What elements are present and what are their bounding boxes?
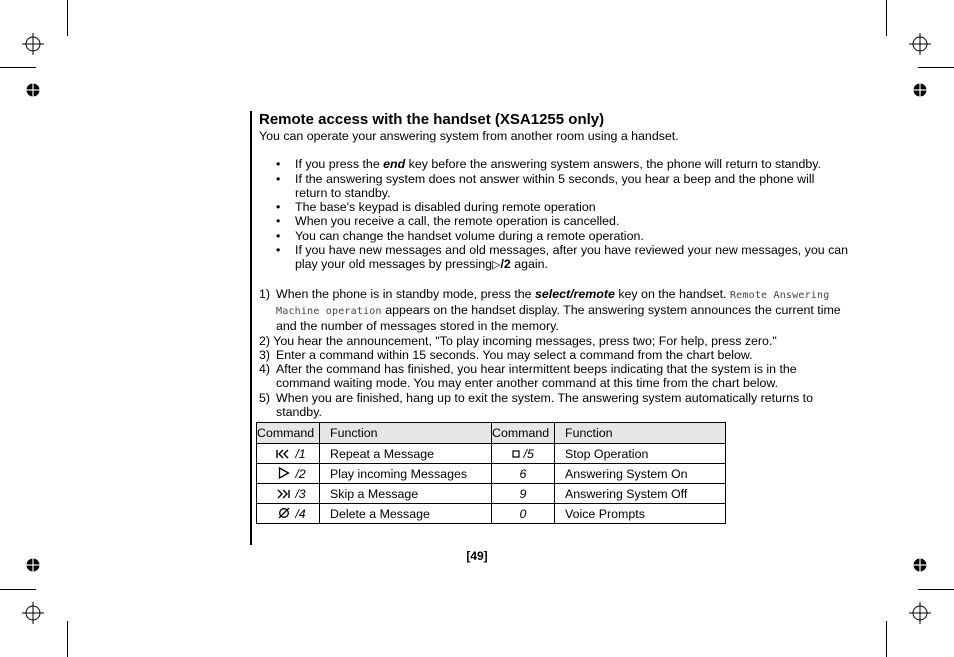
function-cell: Delete a Message — [320, 504, 492, 524]
list-item: 5) When you are finished, hang up to exit the system. The answering system automatically returns to standby. — [259, 390, 813, 420]
function-cell: Play incoming Messages — [320, 464, 492, 484]
command-cell: 9 — [492, 484, 555, 504]
registration-mark-icon — [909, 602, 931, 624]
list-item: • The base's keypad is disabled during remote operation — [276, 200, 596, 215]
crop-mark — [886, 0, 887, 36]
registration-mark-icon — [22, 33, 44, 55]
registration-dot-icon — [913, 83, 927, 97]
page-number: [49] — [466, 549, 488, 563]
crop-mark — [0, 589, 36, 590]
skip-forward-icon — [270, 487, 290, 501]
crop-mark — [918, 589, 954, 590]
list-item: • When you receive a call, the remote operation is cancelled. — [276, 214, 620, 229]
command-cell: /2 — [257, 464, 320, 484]
table-row — [257, 444, 726, 464]
play-icon — [270, 467, 290, 481]
margin-rule — [250, 111, 252, 545]
page-content — [259, 111, 849, 419]
list-item: 3) Enter a command within 15 seconds. You may select a command from the chart below. — [259, 347, 753, 362]
list-item: • If the answering system does not answer within 5 seconds, you hear a beep and the phone will return to standby. — [276, 171, 815, 200]
section-intro: You can operate your answering system from another room using a handset. — [259, 129, 679, 143]
list-item: • If you press the end key before the answering system answers, the phone will return to standby. — [276, 157, 821, 172]
command-cell: /4 — [257, 504, 320, 524]
function-cell: Stop Operation — [555, 444, 726, 464]
command-cell: 6 — [492, 464, 555, 484]
command-cell: /5 — [492, 444, 555, 464]
notes-list — [259, 157, 849, 272]
crop-mark — [918, 67, 954, 68]
table-row — [257, 484, 726, 504]
crop-mark — [67, 0, 68, 36]
registration-mark-icon — [909, 33, 931, 55]
delete-icon — [270, 507, 290, 521]
function-cell: Skip a Message — [320, 484, 492, 504]
crop-mark — [67, 621, 68, 657]
column-header: Function — [555, 423, 726, 444]
registration-mark-icon — [22, 602, 44, 624]
function-cell: Answering System Off — [555, 484, 726, 504]
function-cell: Answering System On — [555, 464, 726, 484]
list-item: 4) After the command has finished, you hear intermittent beeps indicating that the system is in the command waiting mode. You may enter another command at this time from the chart below. — [259, 362, 797, 391]
command-cell: /3 — [257, 484, 320, 504]
list-item: • You can change the handset volume during a remote operation. — [276, 228, 644, 243]
column-header: Function — [320, 423, 492, 444]
column-header: Command — [492, 423, 555, 444]
steps-list — [259, 287, 849, 420]
crop-mark — [886, 621, 887, 657]
list-item: 1) When the phone is in standby mode, press the select/remote key on the handset. Remote Answering Machine operation appears on the handset display. The answering system announces the current time and the number of messages stored in the memory. — [259, 286, 841, 334]
table-row — [257, 464, 726, 484]
table-header-row — [257, 423, 726, 444]
play-icon: ▷ — [491, 259, 501, 272]
table-row — [257, 504, 726, 524]
section-title: Remote access with the handset (XSA1255 only) — [259, 111, 605, 128]
list-item: 2) You hear the announcement, "To play incoming messages, press two; For help, press zero." — [259, 333, 777, 348]
registration-dot-icon — [26, 83, 40, 97]
crop-mark — [0, 67, 36, 68]
list-item: • If you have new messages and old messages, after you have reviewed your new messages, you can play your old messages by pressing▷/2 again. — [276, 243, 849, 272]
column-header: Command — [257, 423, 320, 444]
display-text: Remote Answering Machine operation — [276, 289, 830, 317]
select-remote-key-label: select/remote — [534, 286, 615, 301]
stop-icon — [512, 447, 520, 461]
skip-back-icon — [270, 447, 290, 461]
command-table — [256, 422, 726, 524]
end-key-label: end — [383, 157, 406, 172]
command-cell: /1 — [257, 444, 320, 464]
command-cell: 0 — [492, 504, 555, 524]
function-cell: Repeat a Message — [320, 444, 492, 464]
function-cell: Voice Prompts — [555, 504, 726, 524]
